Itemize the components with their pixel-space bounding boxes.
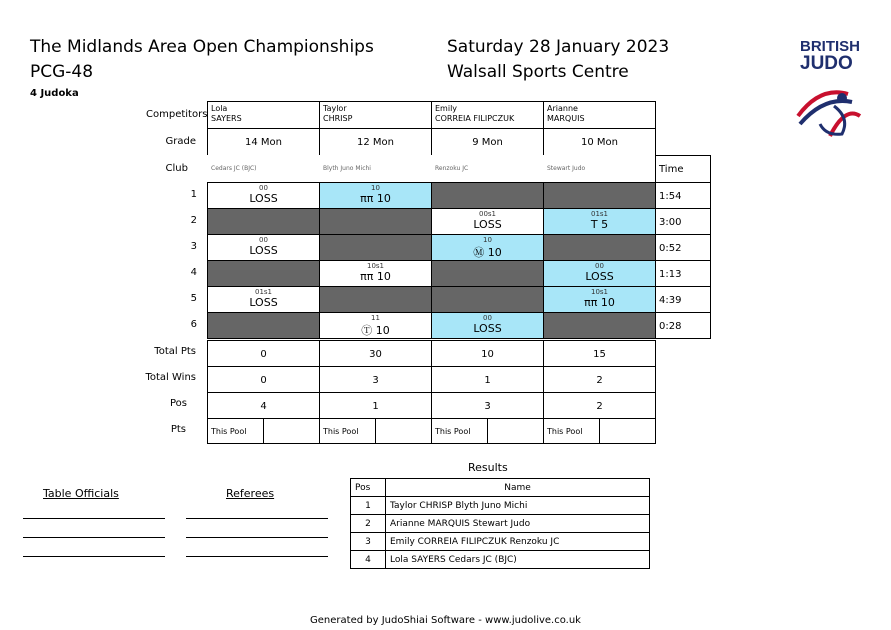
bout-time: 3:00 — [659, 217, 682, 228]
bout-cell — [431, 286, 544, 313]
bout-cell — [543, 182, 656, 209]
bout-result: ππ 10 — [360, 192, 391, 205]
pos-cell: 2 — [543, 392, 656, 419]
bout-time-cell — [655, 182, 711, 209]
bout-cell — [543, 208, 656, 235]
bout-score: 00s1 — [478, 210, 496, 218]
total-wins-cell: 3 — [319, 366, 432, 393]
table-row — [351, 551, 650, 569]
result-pos: 3 — [351, 533, 386, 551]
result-name: Arianne MARQUIS Stewart Judo — [386, 515, 650, 533]
bout-cell — [319, 234, 432, 261]
club-name: Cedars JC (BJC) — [211, 165, 257, 172]
bout-cell — [431, 260, 544, 287]
pts-cell — [207, 418, 320, 444]
label-grade: Grade — [165, 136, 196, 147]
bout-number: 5 — [190, 293, 197, 304]
competitor-cell — [319, 101, 432, 129]
event-venue: Walsall Sports Centre — [447, 62, 629, 82]
results-col-name: Name — [386, 479, 650, 497]
competitor-cell — [543, 101, 656, 129]
judo-figure-icon — [790, 76, 870, 146]
british-judo-logo — [790, 38, 870, 148]
signature-line — [23, 556, 165, 557]
bout-number: 2 — [190, 215, 197, 226]
bout-time-cell — [655, 208, 711, 235]
bout-cell — [431, 208, 544, 235]
footer-credit: Generated by JudoShiai Software - www.judolive.co.uk — [310, 615, 581, 626]
club-cell — [319, 155, 432, 182]
results-col-pos: Pos — [351, 479, 386, 497]
label-club: Club — [165, 163, 188, 174]
bout-number: 3 — [190, 241, 197, 252]
bout-score: 10s1 — [366, 262, 384, 270]
club-name: Stewart Judo — [547, 165, 586, 172]
logo-line2: JUDO — [800, 53, 853, 74]
table-row — [351, 497, 650, 515]
total-pts-cell: 0 — [207, 340, 320, 367]
event-date: Saturday 28 January 2023 — [447, 37, 670, 57]
bout-time: 4:39 — [659, 295, 682, 306]
this-pool-label: This Pool — [435, 427, 471, 436]
bout-cell — [319, 182, 432, 209]
bout-score: 11 — [371, 314, 380, 322]
results-title: Results — [468, 461, 508, 474]
signature-line — [23, 518, 165, 519]
bout-time: 0:28 — [659, 321, 682, 332]
bout-time: 0:52 — [659, 243, 682, 254]
bout-score: 10 — [371, 184, 380, 192]
competitor-last-name: CHRISP — [323, 114, 353, 123]
bout-score: 00 — [259, 236, 268, 244]
results-table — [350, 478, 650, 569]
pos-cell: 3 — [431, 392, 544, 419]
grade-cell: 12 Mon — [319, 128, 432, 156]
club-cell — [207, 155, 320, 182]
bout-cell — [543, 260, 656, 287]
grade-cell: 9 Mon — [431, 128, 544, 156]
this-pool-label: This Pool — [323, 427, 359, 436]
bout-result: LOSS — [249, 192, 278, 205]
result-pos: 1 — [351, 497, 386, 515]
club-cell — [543, 155, 656, 182]
bout-cell — [319, 260, 432, 287]
total-wins-cell: 0 — [207, 366, 320, 393]
bout-result: T 5 — [590, 218, 609, 231]
bout-cell — [543, 234, 656, 261]
bout-cell — [207, 312, 320, 339]
pts-divider — [599, 419, 600, 443]
referees-heading: Referees — [226, 487, 275, 500]
total-wins-cell: 1 — [431, 366, 544, 393]
competitor-last-name: SAYERS — [211, 114, 242, 123]
club-cell — [431, 155, 544, 182]
table-row — [351, 515, 650, 533]
pts-divider — [263, 419, 264, 443]
club-name: Renzoku JC — [435, 165, 469, 172]
this-pool-label: This Pool — [547, 427, 583, 436]
bout-score: 01s1 — [254, 288, 272, 296]
result-name: Taylor CHRISP Blyth Juno Michi — [386, 497, 650, 515]
result-pos: 4 — [351, 551, 386, 569]
grade-cell: 14 Mon — [207, 128, 320, 156]
event-title: The Midlands Area Open Championships — [30, 37, 374, 57]
table-officials-heading: Table Officials — [43, 487, 119, 500]
bout-cell — [319, 208, 432, 235]
bout-cell — [207, 208, 320, 235]
bout-score: 00 — [595, 262, 604, 270]
total-pts-cell: 10 — [431, 340, 544, 367]
result-name: Emily CORREIA FILIPCZUK Renzoku JC — [386, 533, 650, 551]
bout-cell — [319, 286, 432, 313]
pts-cell — [319, 418, 432, 444]
bout-time-cell — [655, 312, 711, 339]
judoka-count: 4 Judoka — [30, 88, 79, 99]
bout-cell — [207, 234, 320, 261]
bout-time-cell — [655, 260, 711, 287]
label-competitors: Competitors — [146, 109, 208, 120]
competitor-last-name: MARQUIS — [547, 114, 585, 123]
bout-time: 1:54 — [659, 191, 682, 202]
label-total-wins: Total Wins — [145, 372, 196, 383]
bout-time-cell — [655, 234, 711, 261]
bout-result: LOSS — [249, 244, 278, 257]
competitor-cell — [431, 101, 544, 129]
bout-score: 01s1 — [590, 210, 608, 218]
bout-number: 6 — [190, 319, 197, 330]
bout-number: 1 — [190, 189, 197, 200]
bout-result: Ⓣ 10 — [361, 324, 390, 337]
pts-divider — [375, 419, 376, 443]
results-header-row — [351, 479, 650, 497]
bout-time: 1:13 — [659, 269, 682, 280]
pts-cell — [543, 418, 656, 444]
bout-result: LOSS — [473, 322, 502, 335]
pts-cell — [431, 418, 544, 444]
signature-line — [186, 518, 328, 519]
total-pts-cell: 30 — [319, 340, 432, 367]
bout-cell — [543, 312, 656, 339]
bout-score: 00 — [259, 184, 268, 192]
pts-divider — [487, 419, 488, 443]
bout-result: LOSS — [249, 296, 278, 309]
time-header: Time — [659, 164, 684, 175]
label-total-pts: Total Pts — [154, 346, 196, 357]
grade-cell: 10 Mon — [543, 128, 656, 156]
bout-score: 00 — [483, 314, 492, 322]
total-pts-cell: 15 — [543, 340, 656, 367]
signature-line — [186, 556, 328, 557]
bout-number: 4 — [190, 267, 197, 278]
competitor-last-name: CORREIA FILIPCZUK — [435, 114, 515, 123]
bout-cell — [431, 234, 544, 261]
competitor-first-name: Taylor — [323, 104, 347, 113]
competitor-first-name: Arianne — [547, 104, 578, 113]
signature-line — [186, 537, 328, 538]
bout-score: 10 — [483, 236, 492, 244]
this-pool-label: This Pool — [211, 427, 247, 436]
bout-cell — [543, 286, 656, 313]
bout-result: ππ 10 — [584, 296, 615, 309]
table-row — [351, 533, 650, 551]
pos-cell: 4 — [207, 392, 320, 419]
time-header-cell — [655, 155, 711, 183]
club-name: Blyth Juno Michi — [323, 165, 371, 172]
bout-cell — [207, 260, 320, 287]
total-wins-cell: 2 — [543, 366, 656, 393]
result-pos: 2 — [351, 515, 386, 533]
bout-time-cell — [655, 286, 711, 313]
bout-result: LOSS — [473, 218, 502, 231]
competitor-first-name: Lola — [211, 104, 228, 113]
bout-cell — [431, 182, 544, 209]
result-name: Lola SAYERS Cedars JC (BJC) — [386, 551, 650, 569]
competitor-first-name: Emily — [435, 104, 458, 113]
pos-cell: 1 — [319, 392, 432, 419]
label-pos: Pos — [169, 398, 187, 409]
bout-score: 10s1 — [590, 288, 608, 296]
logo-line1: BRITISH — [800, 38, 860, 55]
bout-cell — [431, 312, 544, 339]
signature-line — [23, 537, 165, 538]
label-pts: Pts — [170, 424, 186, 435]
bout-result: ππ 10 — [360, 270, 391, 283]
competitor-cell — [207, 101, 320, 129]
bout-cell — [319, 312, 432, 339]
category-title: PCG-48 — [30, 62, 94, 82]
bout-cell — [207, 286, 320, 313]
bout-result: LOSS — [585, 270, 614, 283]
bout-cell — [207, 182, 320, 209]
bout-result: Ⓜ 10 — [473, 246, 502, 259]
